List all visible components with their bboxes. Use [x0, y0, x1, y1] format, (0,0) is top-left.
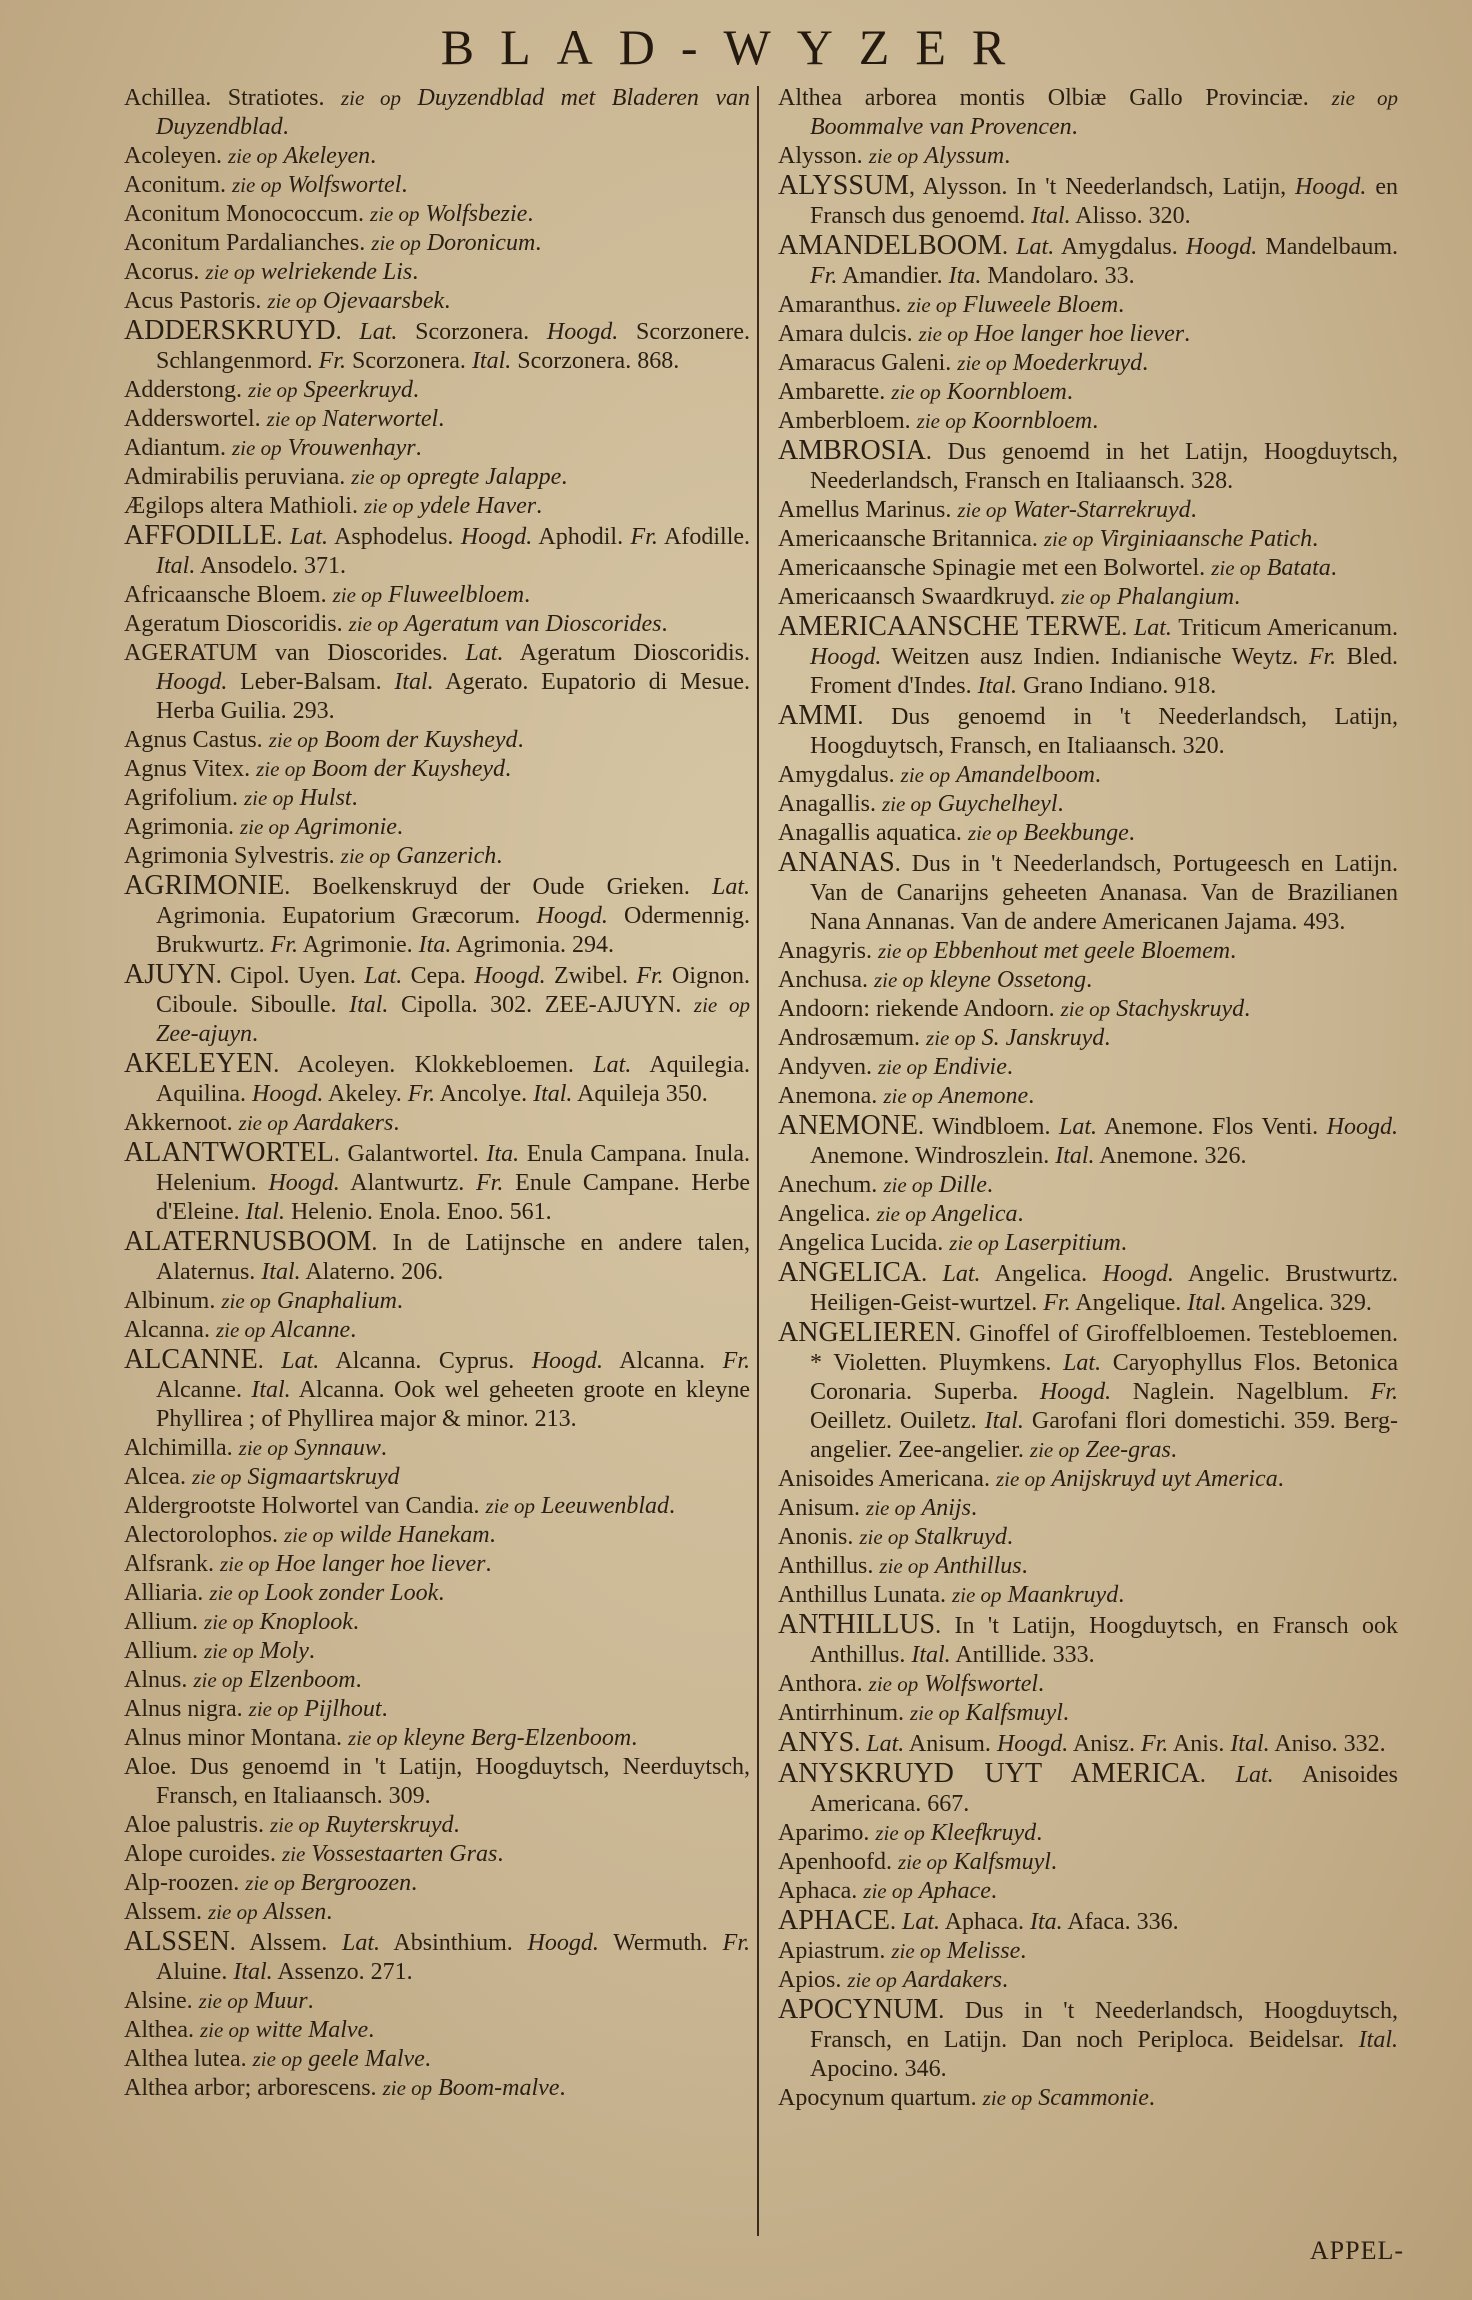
index-entry: Alp-roozen. zie op Bergroozen.: [124, 1870, 418, 1896]
index-entry: ALSSEN. Alssem. Lat. Absinthium. Hoogd. Wermuth. Fr. Aluine. Ital. Assenzo. 271.: [124, 1926, 750, 1985]
index-entry: Apocynum quartum. zie op Scammonie.: [778, 2085, 1155, 2111]
index-entry: Althea arbor; arborescens. zie op Boom-malve.: [124, 2075, 566, 2101]
index-entry: ANGELICA. Lat. Angelica. Hoogd. Angelic. Brustwurtz. Heiligen-Geist-wurtzel. Fr. Angelique. Ital. Angelica. 329.: [778, 1257, 1398, 1316]
index-entry: Admirabilis peruviana. zie op opregte Jalappe.: [124, 464, 568, 490]
index-entry: ANYSKRUYD UYT AMERICA. Lat. Anisoides Americana. 667.: [778, 1758, 1399, 1817]
index-entry: AGERATUM van Dioscorides. Lat. Ageratum Dioscoridis. Hoogd. Leber-Balsam. Ital. Agerato. Eupatorio di Mesue. Herba Guilia. 293.: [124, 640, 750, 724]
index-entry: Alcea. zie op Sigmaartskruyd: [124, 1464, 400, 1490]
index-entry: Alchimilla. zie op Synnauw.: [124, 1435, 387, 1461]
index-entry: Angelica. zie op Angelica.: [778, 1201, 1024, 1227]
index-entry: Aconitum Monococcum. zie op Wolfsbezie.: [124, 201, 534, 227]
index-entry: Allium. zie op Moly.: [124, 1638, 315, 1664]
index-entry: Alsine. zie op Muur.: [124, 1988, 314, 2014]
index-entry: Adiantum. zie op Vrouwenhayr.: [124, 435, 422, 461]
index-entry: Althea. zie op witte Malve.: [124, 2017, 375, 2043]
index-entry: Alysson. zie op Alyssum.: [778, 143, 1011, 169]
index-entry: Americaansch Swaardkruyd. zie op Phalangium.: [778, 584, 1241, 610]
index-entry: Adderstong. zie op Speerkruyd.: [124, 377, 419, 403]
index-entry: Anthillus Lunata. zie op Maankruyd.: [778, 1582, 1125, 1608]
index-entry: Alnus. zie op Elzenboom.: [124, 1667, 362, 1693]
right-column: [778, 84, 1398, 2113]
index-entry: Angelica Lucida. zie op Laserpitium.: [778, 1230, 1127, 1256]
index-entry: Acus Pastoris. zie op Ojevaarsbek.: [124, 288, 451, 314]
index-entry: ANGELIEREN. Ginoffel of Giroffelbloemen. Testebloemen. * Violetten. Pluymkens. Lat. Caryophyllus Flos. Betonica Coronaria. Superba. Hoogd. Naglein. Nagelblum. Fr. Oeilletz. Ouiletz. Ital. Garofani flori domestichi. 359. Berg-angelier. Zee-angelier. zie op Zee-gras.: [778, 1317, 1399, 1463]
index-entry: AMERICAANSCHE TERWE. Lat. Triticum Americanum. Hoogd. Weitzen ausz Indien. Indianische Weytz. Fr. Bled. Froment d'Indes. Ital. Grano Indiano. 918.: [778, 611, 1398, 699]
index-entry: Antirrhinum. zie op Kalfsmuyl.: [778, 1700, 1069, 1726]
index-entry: Agrifolium. zie op Hulst.: [124, 785, 358, 811]
index-entry: Africaansche Bloem. zie op Fluweelbloem.: [124, 582, 531, 608]
index-entry: Anagallis aquatica. zie op Beekbunge.: [778, 820, 1135, 846]
index-entry: Alfsrank. zie op Hoe langer hoe liever.: [124, 1551, 492, 1577]
index-entry: Anthillus. zie op Anthillus.: [778, 1553, 1028, 1579]
index-entry: Alssem. zie op Alssen.: [124, 1899, 333, 1925]
index-entry: Anthora. zie op Wolfswortel.: [778, 1671, 1045, 1697]
index-entry: Albinum. zie op Gnaphalium.: [124, 1288, 403, 1314]
index-entry: Amygdalus. zie op Amandelboom.: [778, 762, 1101, 788]
index-entry: Alnus minor Montana. zie op kleyne Berg-Elzenboom.: [124, 1725, 638, 1751]
index-entry: Althea lutea. zie op geele Malve.: [124, 2046, 431, 2072]
index-entry: AGRIMONIE. Boelkenskruyd der Oude Grieken. Lat. Agrimonia. Eupatorium Græcorum. Hoogd. Odermennig. Brukwurtz. Fr. Agrimonie. Ita. Agrimonia. 294.: [124, 870, 750, 958]
page-title: BLAD-WYZER: [440, 19, 1032, 75]
index-entry: Alliaria. zie op Look zonder Look.: [124, 1580, 445, 1606]
index-entry: APOCYNUM. Dus in 't Neederlandsch, Hoogduytsch, Fransch, en Latijn. Dan noch Periploca. Beidelsar. Ital. Apocino. 346.: [778, 1994, 1398, 2082]
index-entry: Aconitum Pardalianches. zie op Doronicum.: [124, 230, 542, 256]
index-entry: Agnus Vitex. zie op Boom der Kuysheyd.: [124, 756, 511, 782]
index-entry: Alcanna. zie op Alcanne.: [124, 1317, 357, 1343]
index-entry: Alope curoides. zie Vossestaarten Gras.: [124, 1841, 504, 1867]
index-entry: Ageratum Dioscoridis. zie op Ageratum van Dioscorides.: [124, 611, 668, 637]
index-entry: ALCANNE. Lat. Alcanna. Cyprus. Hoogd. Alcanna. Fr. Alcanne. Ital. Alcanna. Ook wel geheeten groote en kleyne Phyllirea ; of Phyllirea major & minor. 213.: [124, 1344, 750, 1432]
index-entry: Anisoides Americana. zie op Anijskruyd uyt America.: [778, 1466, 1284, 1492]
index-entry: Apios. zie op Aardakers.: [778, 1967, 1009, 1993]
index-entry: Amellus Marinus. zie op Water-Starrekruyd.: [778, 497, 1197, 523]
index-entry: Adderswortel. zie op Naterwortel.: [124, 406, 445, 432]
index-entry: APHACE. Lat. Aphaca. Ita. Afaca. 336.: [778, 1905, 1179, 1936]
index-entry: Anisum. zie op Anijs.: [778, 1495, 977, 1521]
index-entry: Althea arborea montis Olbiæ Gallo Provinciæ. zie op Boommalve van Provencen.: [778, 85, 1399, 140]
index-entry: Acoleyen. zie op Akeleyen.: [124, 143, 377, 169]
index-entry: Aparimo. zie op Kleefkruyd.: [778, 1820, 1043, 1846]
index-entry: Apenhoofd. zie op Kalfsmuyl.: [778, 1849, 1057, 1875]
index-entry: Amaranthus. zie op Fluweele Bloem.: [778, 292, 1125, 318]
catchword: APPEL-: [1309, 2236, 1404, 2265]
index-entry: AMMI. Dus genoemd in 't Neederlandsch, Latijn, Hoogduytsch, Fransch, en Italiaansch. 320.: [778, 700, 1398, 759]
index-entry: Andoorn: riekende Andoorn. zie op Stachyskruyd.: [778, 996, 1251, 1022]
index-entry: Amaracus Galeni. zie op Moederkruyd.: [778, 350, 1149, 376]
index-entry: Anemona. zie op Anemone.: [778, 1083, 1035, 1109]
index-entry: Agrimonia Sylvestris. zie op Ganzerich.: [124, 843, 503, 869]
index-entry: Anechum. zie op Dille.: [778, 1172, 993, 1198]
index-entry: Allium. zie op Knoplook.: [124, 1609, 359, 1635]
index-entry: AKELEYEN. Acoleyen. Klokkebloemen. Lat. Aquilegia. Aquilina. Hoogd. Akeley. Fr. Ancolye. Ital. Aquileja 350.: [124, 1048, 750, 1107]
index-entry: Amberbloem. zie op Koornbloem.: [778, 408, 1099, 434]
index-entry: Apiastrum. zie op Melisse.: [778, 1938, 1027, 1964]
index-entry: Aldergrootste Holwortel van Candia. zie op Leeuwenblad.: [124, 1493, 676, 1519]
index-entry: Alectorolophos. zie op wilde Hanekam.: [124, 1522, 496, 1548]
index-entry: ALYSSUM, Alysson. In 't Neederlandsch, Latijn, Hoogd. en Fransch dus genoemd. Ital. Alisso. 320.: [778, 170, 1399, 229]
index-entry: ALATERNUSBOOM. In de Latijnsche en andere talen, Alaternus. Ital. Alaterno. 206.: [124, 1226, 750, 1285]
index-entry: ANEMONE. Windbloem. Lat. Anemone. Flos Venti. Hoogd. Anemone. Windroszlein. Ital. Anemone. 326.: [778, 1110, 1398, 1169]
index-entry: Achillea. Stratiotes. zie op Duyzendblad met Bladeren van Duyzendblad.: [124, 85, 751, 140]
index-entry: Ægilops altera Mathioli. zie op ydele Haver.: [124, 493, 543, 519]
column-divider: [757, 86, 759, 2236]
index-entry: Aconitum. zie op Wolfswortel.: [124, 172, 408, 198]
index-entry: Anagyris. zie op Ebbenhout met geele Bloemem.: [778, 938, 1237, 964]
index-entry: AJUYN. Cipol. Uyen. Lat. Cepa. Hoogd. Zwibel. Fr. Oignon. Ciboule. Siboulle. Ital. Cipolla. 302. ZEE-AJUYN. zie op Zee-ajuyn.: [124, 959, 751, 1047]
index-entry: Alnus nigra. zie op Pijlhout.: [124, 1696, 388, 1722]
index-entry: ANTHILLUS. In 't Latijn, Hoogduytsch, en Fransch ook Anthillus. Ital. Antillide. 333.: [778, 1609, 1398, 1668]
index-entry: Aloe. Dus genoemd in 't Latijn, Hoogduytsch, Neerduytsch, Fransch, en Italiaansch. 309.: [124, 1754, 750, 1809]
index-entry: ADDERSKRUYD. Lat. Scorzonera. Hoogd. Scorzonere. Schlangenmord. Fr. Scorzonera. Ital. Scorzonera. 868.: [124, 315, 750, 374]
index-entry: AMANDELBOOM. Lat. Amygdalus. Hoogd. Mandelbaum. Fr. Amandier. Ita. Mandolaro. 33.: [778, 230, 1398, 289]
index-entry: ANYS. Lat. Anisum. Hoogd. Anisz. Fr. Anis. Ital. Aniso. 332.: [778, 1727, 1386, 1758]
index-entry: Akkernoot. zie op Aardakers.: [124, 1110, 400, 1136]
index-entry: Americaansche Spinagie met een Bolwortel. zie op Batata.: [778, 555, 1337, 581]
index-entry: Amara dulcis. zie op Hoe langer hoe liever.: [778, 321, 1191, 347]
index-entry: Americaansche Britannica. zie op Virginiaansche Patich.: [778, 526, 1319, 552]
index-entry: Anagallis. zie op Guychelheyl.: [778, 791, 1064, 817]
index-entry: Androsæmum. zie op S. Janskruyd.: [778, 1025, 1111, 1051]
index-entry: Anchusa. zie op kleyne Ossetong.: [778, 967, 1093, 993]
left-column: [124, 84, 750, 2103]
index-entry: ANANAS. Dus in 't Neederlandsch, Portugeesch en Latijn. Van de Canarijns geheeten Ananasa. Van de Brazilianen Nana Annanas. Van de andere Americanen Jajama. 493.: [778, 847, 1398, 935]
index-entry: Andyven. zie op Endivie.: [778, 1054, 1013, 1080]
index-entry: Acorus. zie op welriekende Lis.: [124, 259, 419, 285]
index-entry: Ambarette. zie op Koornbloem.: [778, 379, 1073, 405]
index-entry: AFFODILLE. Lat. Asphodelus. Hoogd. Aphodil. Fr. Afodille. Ital. Ansodelo. 371.: [124, 520, 751, 579]
index-entry: Agnus Castus. zie op Boom der Kuysheyd.: [124, 727, 524, 753]
index-entry: Anonis. zie op Stalkruyd.: [778, 1524, 1013, 1550]
index-entry: Agrimonia. zie op Agrimonie.: [124, 814, 403, 840]
index-entry: AMBROSIA. Dus genoemd in het Latijn, Hoogduytsch, Neederlandsch, Fransch en Italiaansch. 328.: [778, 435, 1398, 494]
index-entry: ALANTWORTEL. Galantwortel. Ita. Enula Campana. Inula. Helenium. Hoogd. Alantwurtz. Fr. Enule Campane. Herbe d'Eleine. Ital. Helenio. Enola. Enoo. 561.: [124, 1137, 750, 1225]
index-entry: Aphaca. zie op Aphace.: [778, 1878, 997, 1904]
index-entry: Aloe palustris. zie op Ruyterskruyd.: [124, 1812, 460, 1838]
